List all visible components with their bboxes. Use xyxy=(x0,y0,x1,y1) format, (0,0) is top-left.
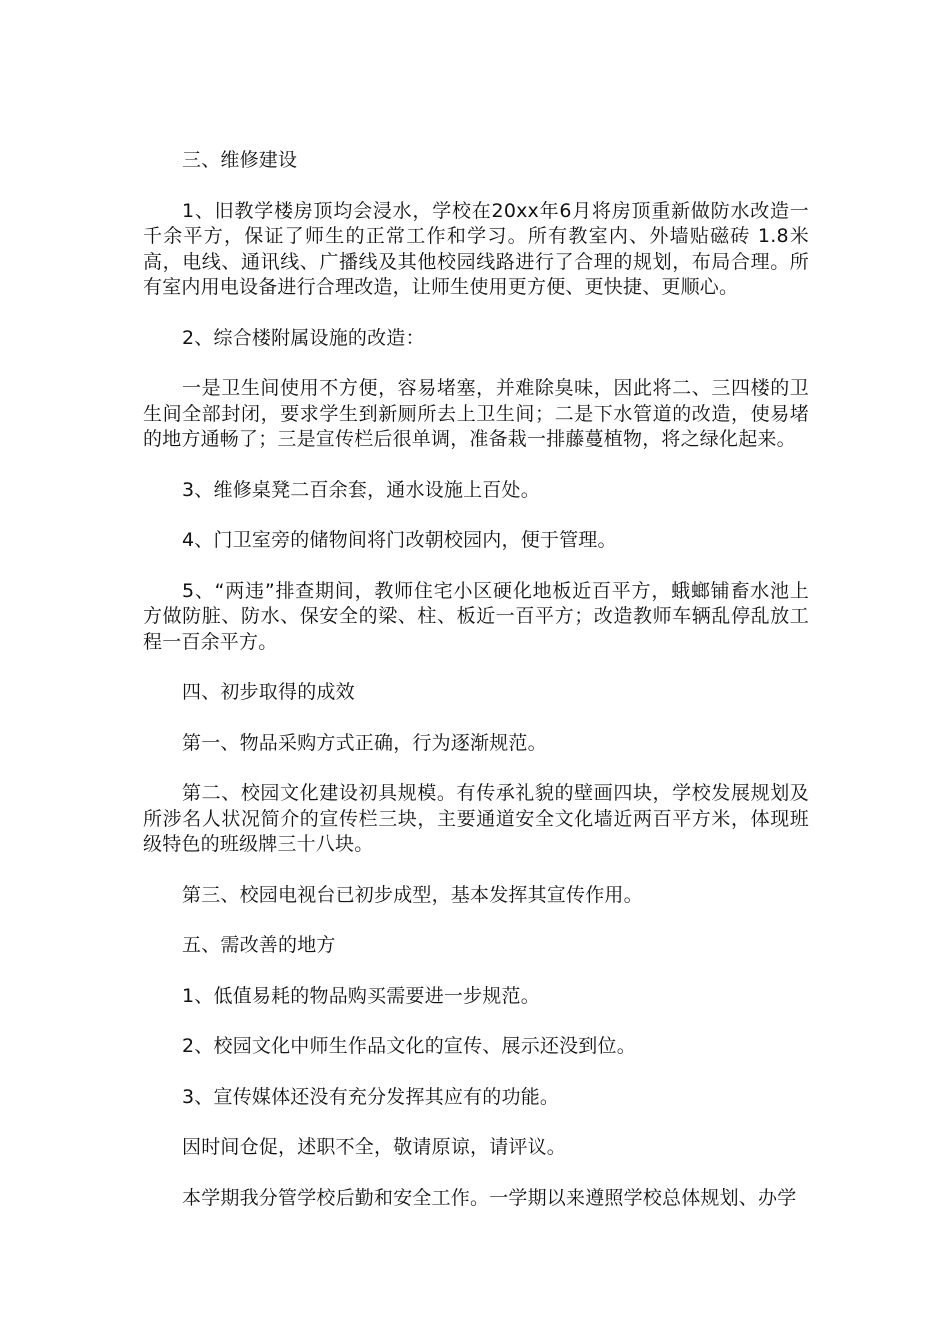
paragraph-roof-waterproofing: 1、旧教学楼房顶均会浸水，学校在20xx年6月将房顶重新做防水改造一千余平方，保证了师生的正常工作和学习。所有教室内、外墙贴磁砖 1.8米高，电线、通讯线、广播线及其他校园线路进行了合理的规划，布局合理。所有室内用电设备进行合理改造，让师生使用更方便、更快捷、更顺心。 xyxy=(143,199,809,298)
paragraph-result-first: 第一、物品采购方式正确，行为逐渐规范。 xyxy=(182,731,547,754)
paragraph-improvement-3: 3、宣传媒体还没有充分发挥其应有的功能。 xyxy=(182,1085,560,1108)
paragraph-restroom-renovation: 一是卫生间使用不方便，容易堵塞，并难除臭味，因此将二、三四楼的卫生间全部封闭，要求学生到新厕所去上卫生间；二是下水管道的改造，使易堵的地方通畅了；三是宣传栏后很单调，准备栽一排藤蔓植物，将之绿化起来。 xyxy=(143,377,809,450)
paragraph-result-third: 第三、校园电视台已初步成型，基本发挥其宣传作用。 xyxy=(182,883,643,906)
paragraph-inspection-work: 5、“两违”排查期间，教师住宅小区硬化地板近百平方，蛾螂铺畜水池上方做防脏、防水、保安全的梁、柱、板近一百平方；改造教师车辆乱停乱放工程一百余平方。 xyxy=(143,579,809,653)
paragraph-result-second: 第二、校园文化建设初具规模。有传承礼貌的壁画四块，学校发展规划及所涉名人状况简介的宣传栏三块，主要通道安全文化墙近两百平方米，体现班级特色的班级牌三十八块。 xyxy=(143,782,809,855)
paragraph-building-renovation-title: 2、综合楼附属设施的改造： xyxy=(182,326,425,349)
paragraph-next-report-start: 本学期我分管学校后勤和安全工作。一学期以来遵照学校总体规划、办学 xyxy=(182,1186,797,1209)
paragraph-improvement-1: 1、低值易耗的物品购买需要进一步规范。 xyxy=(182,984,540,1007)
section-heading-results: 四、初步取得的成效 xyxy=(182,681,355,703)
document-body xyxy=(143,148,809,1236)
section-heading-maintenance: 三、维修建设 xyxy=(182,149,298,171)
section-heading-improvements: 五、需改善的地方 xyxy=(182,934,336,956)
paragraph-storage-room: 4、门卫室旁的储物间将门改朝校园内，便于管理。 xyxy=(182,529,617,551)
paragraph-closing: 因时间仓促，述职不全，敬请原谅，请评议。 xyxy=(182,1136,567,1158)
paragraph-desk-repair: 3、维修桌凳二百余套，通水设施上百处。 xyxy=(182,478,540,501)
paragraph-improvement-2: 2、校园文化中师生作品文化的宣传、展示还没到位。 xyxy=(182,1035,636,1057)
